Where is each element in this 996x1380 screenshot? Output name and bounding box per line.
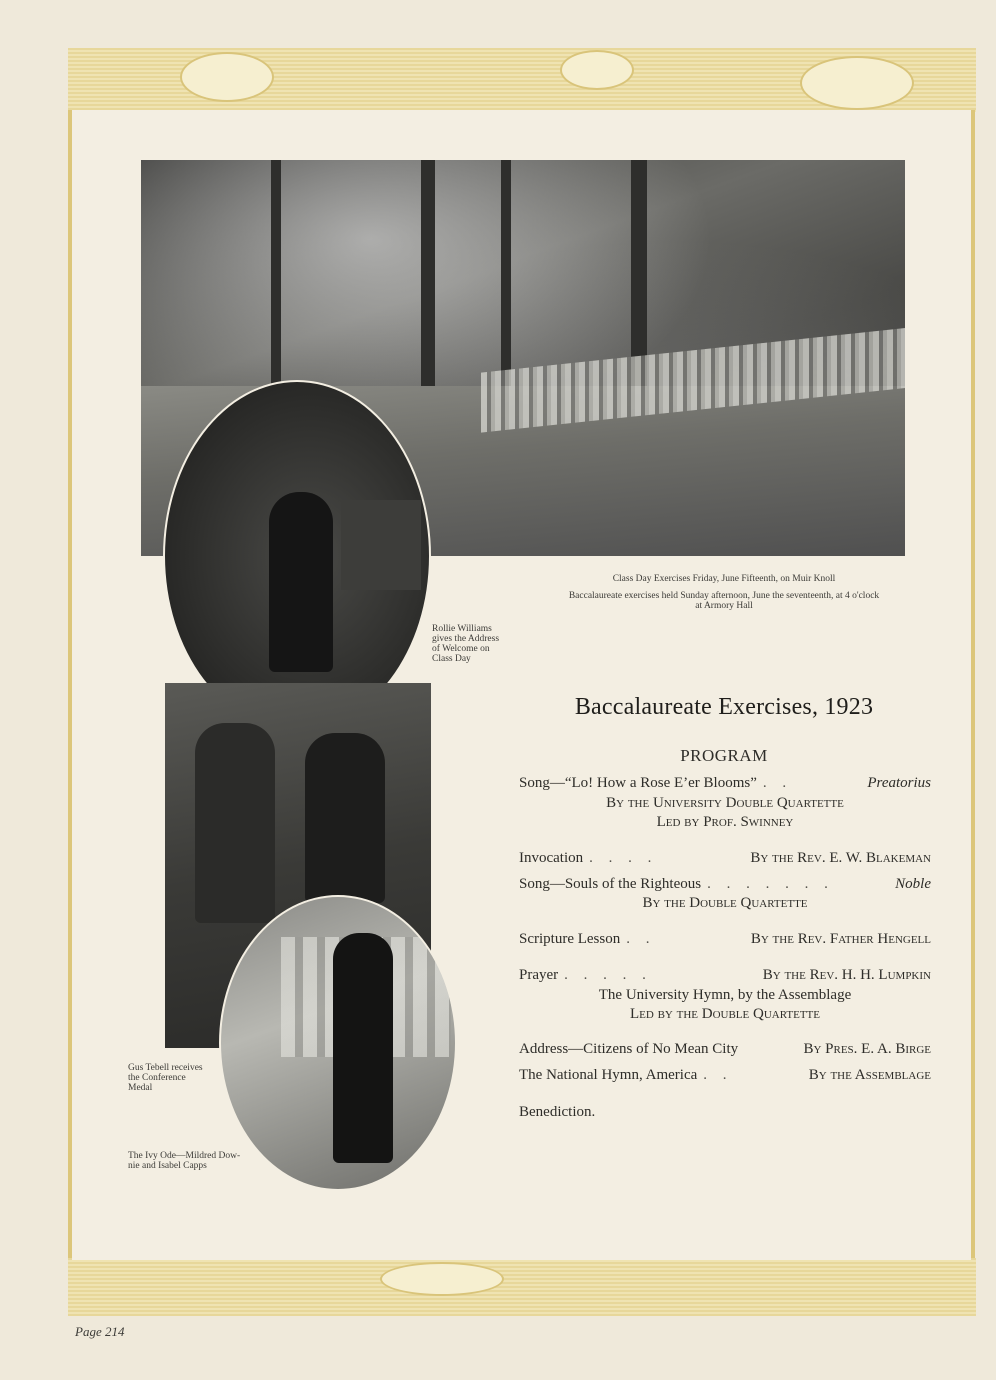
man-figure xyxy=(195,723,275,923)
gowned-figure xyxy=(333,933,393,1163)
program-item-officiant: By the Rev. E. W. Blakeman xyxy=(750,850,931,866)
program-item-performer: By the Assemblage xyxy=(808,1067,931,1083)
program-item-title: Song—Souls of the Righteous xyxy=(519,876,702,892)
program-item-officiant: By the Rev. Father Hengell xyxy=(750,931,931,947)
program-item-title: Scripture Lesson xyxy=(519,931,621,947)
caption-line: Gus Tebell receives xyxy=(128,1063,203,1073)
program-item-performer: By the Double Quartette xyxy=(642,895,808,911)
decorative-right-border xyxy=(971,110,975,1262)
program-heading: PROGRAM xyxy=(680,746,768,765)
program-item-scripture xyxy=(519,930,931,948)
page-number: Page 214 xyxy=(75,1324,125,1339)
gowned-figure xyxy=(305,733,385,903)
program-item-song-1 xyxy=(519,774,931,792)
main-photo-caption: Class Day Exercises Friday, June Fifteenth, on Muir Knoll xyxy=(612,574,836,584)
program-item-composer: Noble xyxy=(895,876,931,892)
speaker-figure xyxy=(269,492,333,672)
rollie-williams-photo xyxy=(163,380,431,732)
caption-line: The Ivy Ode—Mildred Dow- xyxy=(128,1151,241,1161)
caption-line: of Welcome on xyxy=(432,644,490,654)
main-photo-caption: at Armory Hall xyxy=(695,601,753,611)
leader-dots: . . xyxy=(762,775,793,791)
leader-dots: . . . . . xyxy=(564,967,652,983)
ivy-ode-photo xyxy=(219,895,457,1191)
program-item-leader: Led by Prof. Swinney xyxy=(656,814,794,830)
decorative-bottom-border xyxy=(68,1258,976,1316)
program-item-invocation xyxy=(519,849,931,867)
page-title: Baccalaureate Exercises, 1923 xyxy=(574,694,874,720)
program-item-benediction xyxy=(519,1103,931,1121)
cloud-ornament xyxy=(560,50,634,90)
program-item-officiant: By the Rev. H. H. Lumpkin xyxy=(762,967,931,983)
skyline-ornament xyxy=(380,1262,504,1296)
program-item-title: Invocation xyxy=(519,850,584,866)
program-item-title: Prayer xyxy=(519,967,559,983)
rollie-williams-caption xyxy=(432,624,532,664)
program-item-leader: Led by the Double Quartette xyxy=(630,1006,820,1022)
program-item-speaker: By Pres. E. A. Birge xyxy=(803,1041,931,1057)
gus-tebell-caption xyxy=(128,1063,228,1093)
caption-line: nie and Isabel Capps xyxy=(128,1161,207,1171)
program-item-title: Song—“Lo! How a Rose E’er Blooms” xyxy=(519,775,757,791)
cloud-ornament xyxy=(180,52,274,102)
organ xyxy=(341,500,421,590)
ivy-ode-caption xyxy=(128,1151,268,1171)
leader-dots: . . . . xyxy=(589,850,658,866)
program-item-title: The National Hymn, America xyxy=(519,1067,698,1083)
tree-trunk xyxy=(421,160,435,410)
program-item-hymn: The University Hymn, by the Assemblage xyxy=(598,987,852,1003)
program-item-performer: By the University Double Quartette xyxy=(606,795,844,811)
caption-line: Medal xyxy=(128,1083,153,1093)
leader-dots: . . xyxy=(626,931,656,947)
program-item-prayer xyxy=(519,966,931,984)
program-item-address xyxy=(519,1040,931,1058)
program-item-composer: Preatorius xyxy=(867,775,931,791)
program-item-title: Address—Citizens of No Mean City xyxy=(519,1041,739,1057)
program-item-national-hymn xyxy=(519,1066,931,1084)
leader-dots: . . . . . . . xyxy=(707,876,834,892)
main-photo-caption: Baccalaureate exercises held Sunday afternoon, June the seventeenth, at 4 o'clock xyxy=(568,591,880,601)
leader-dots: . . xyxy=(703,1067,733,1083)
program-item-title: Benediction. xyxy=(519,1104,596,1120)
caption-line: Class Day xyxy=(432,654,471,664)
cloud-ornament xyxy=(800,56,914,110)
program-item-song-2 xyxy=(519,875,931,893)
caption-line: the Conference xyxy=(128,1073,186,1083)
caption-line: gives the Address xyxy=(432,634,500,644)
caption-line: Rollie Williams xyxy=(432,624,492,634)
